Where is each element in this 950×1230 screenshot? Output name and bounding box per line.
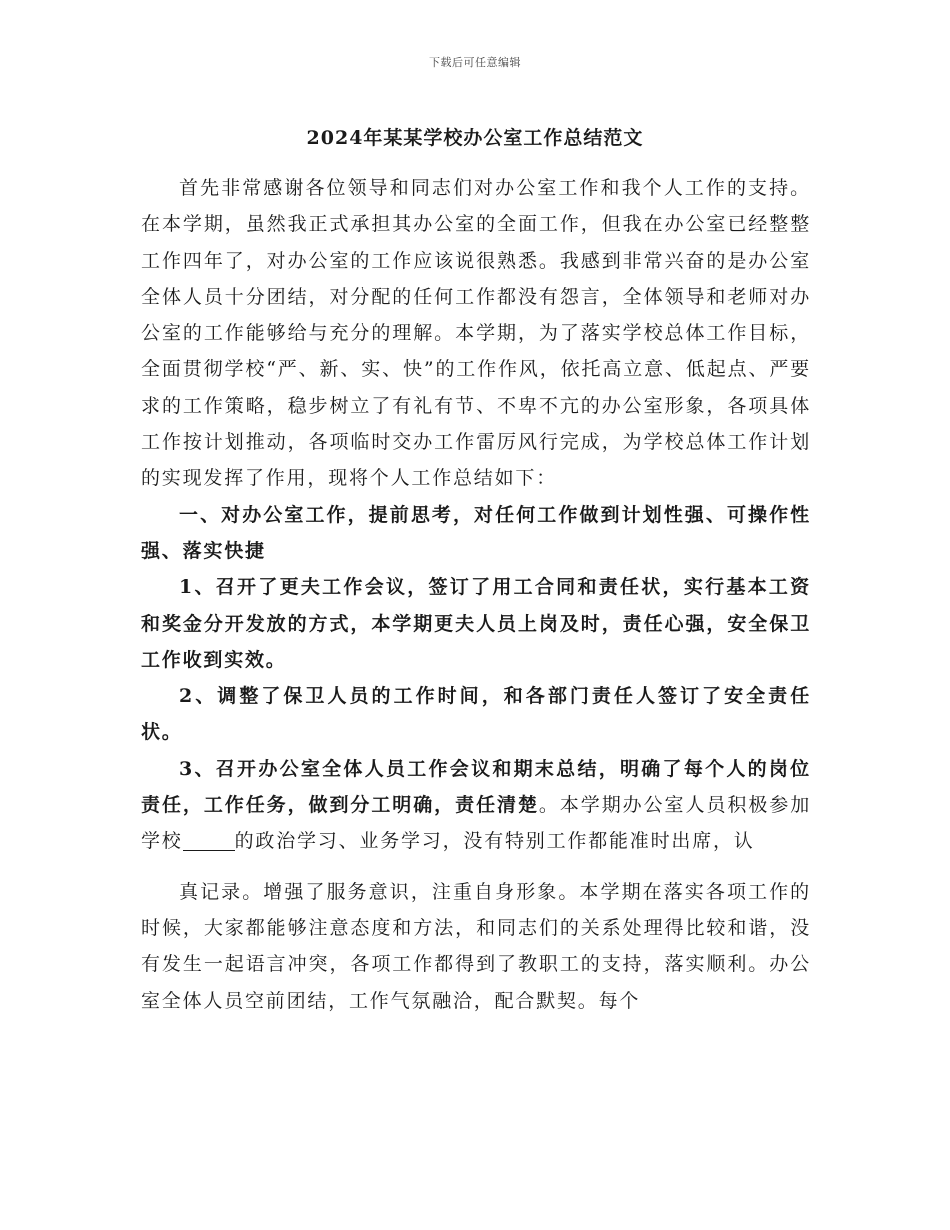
document-body (141, 170, 811, 1019)
list-item-2: 2、调整了保卫人员的工作时间，和各部门责任人签订了安全责任状。 (141, 685, 811, 744)
list-item-3-bold: 3、召开办公室全体人员工作会议和期末总结，明确了每个人的岗位责任，工作任务，做到分工明确，责任清楚 (141, 757, 811, 817)
document-title: 2024年某某学校办公室工作总结范文 (306, 127, 644, 149)
list-item-1: 1、召开了更夫工作会议，签订了用工合同和责任状，实行基本工资和奖金分开发放的方式，本学期更夫人员上岗及时，责任心强，安全保卫工作收到实效。 (141, 576, 811, 671)
header-note: 下载后可任意编辑 (429, 56, 521, 69)
fill-in-blank (183, 831, 235, 851)
section-heading-1: 一、对办公室工作，提前思考，对任何工作做到计划性强、可操作性强、落实快捷 (141, 503, 811, 562)
intro-paragraph: 首先非常感谢各位领导和同志们对办公室工作和我个人工作的支持。在本学期，虽然我正式承担其办公室的全面工作，但我在办公室已经整整工作四年了，对办公室的工作应该说很熟悉。我感到非常兴奋的是办公室全体人员十分团结，对分配的任何工作都没有怨言，全体领导和老师对办公室的工作能够给与充分的理解。本学期，为了落实学校总体工作目标，全面贯彻学校“严、新、实、快”的工作作风，依托高立意、低起点、严要求的工作策略，稳步树立了有礼有节、不卑不亢的办公室形象，各项具体工作按计划推动，各项临时交办工作雷厉风行完成，为学校总体工作计划的实现发挥了作用，现将个人工作总结如下： (141, 177, 811, 490)
list-item-3-text-b: 的政治学习、业务学习，没有特别工作都能准时出席，认 (234, 830, 755, 853)
continuation-paragraph: 真记录。增强了服务意识，注重自身形象。本学期在落实各项工作的时候，大家都能够注意态度和方法，和同志们的关系处理得比较和谐，没有发生一起语言冲突，各项工作都得到了教职工的支持，落实顺利。办公室全体人员空前团结，工作气氛融洽，配合默契。每个 (141, 880, 811, 1012)
list-item-3 (141, 751, 811, 860)
list-item-3-text-a: 。本学期办公室人员积极参加学校 (141, 794, 812, 853)
